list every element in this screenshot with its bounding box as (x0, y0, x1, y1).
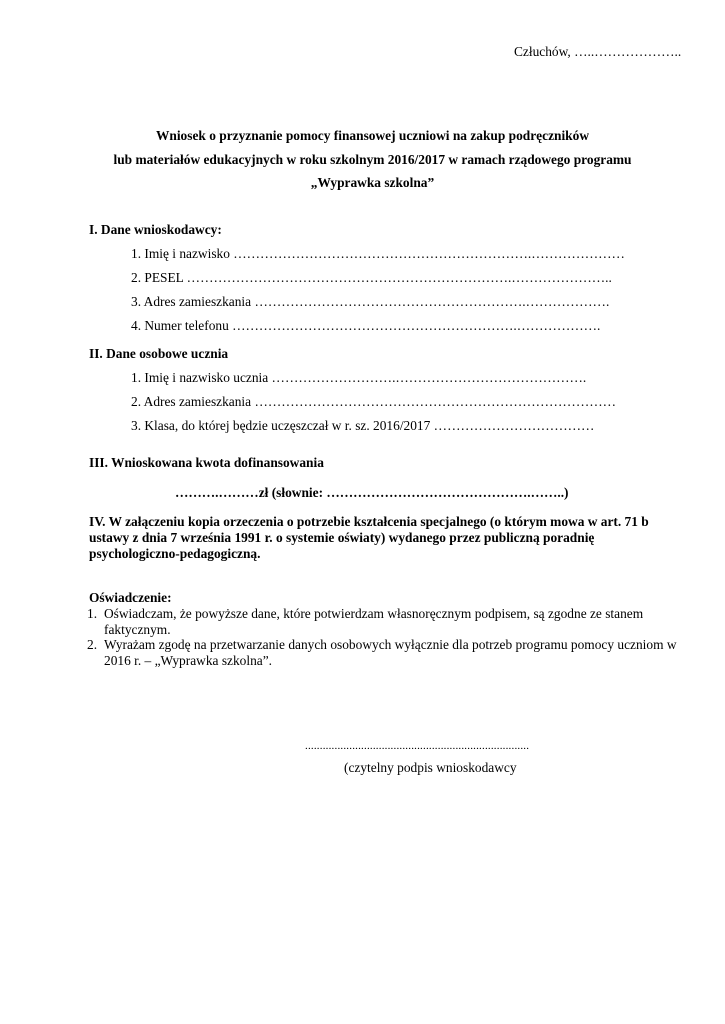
applicant-pesel-field[interactable]: 2. PESEL ……………………………………………………………….………………….. (131, 270, 612, 285)
signature-caption: (czytelny podpis wnioskodawcy (344, 760, 517, 775)
place-date-line: Człuchów, …..……………….. (514, 44, 682, 59)
declaration-item (87, 637, 687, 669)
declaration-item-number: 2. (87, 637, 98, 652)
student-class-field[interactable]: 3. Klasa, do której będzie uczęszczał w r. sz. 2016/2017 ……………………………… (131, 418, 595, 433)
section-attachment-text: IV. W załączeniu kopia orzeczenia o potrzebie kształcenia specjalnego (o którym mowa w art. 71 b ustawy z dnia 7 września 1991 r. o systemie oświaty) wydanego przez publiczną poradnię psychologiczno-pedagogiczną. (89, 514, 649, 561)
section-amount-heading: III. Wnioskowana kwota dofinansowania (89, 455, 324, 470)
declaration-item (87, 606, 687, 638)
amount-field[interactable]: ……….………zł (słownie: ……………………………………….……..) (175, 485, 569, 500)
declaration-item-number: 1. (87, 606, 98, 621)
document-title-line-3: „Wyprawka szkolna” (310, 175, 435, 190)
document-title-line-1: Wniosek o przyznanie pomocy finansowej uczniowi na zakup podręczników (156, 128, 589, 143)
student-address-field[interactable]: 2. Adres zamieszkania ……………………………………………………………………… (131, 394, 616, 409)
declaration-item-text: Oświadczam, że powyższe dane, które potwierdzam własnoręcznym podpisem, są zgodne ze stanem faktycznym. (104, 606, 644, 637)
applicant-name-field[interactable]: 1. Imię i nazwisko ………………………………………………………….………………… (131, 246, 625, 261)
applicant-phone-field[interactable]: 4. Numer telefonu ……………………………………………………….………………. (131, 318, 601, 333)
document-title-line-2: lub materiałów edukacyjnych w roku szkolnym 2016/2017 w ramach rządowego programu (113, 152, 632, 167)
applicant-address-field[interactable]: 3. Adres zamieszkania …………………………………………………….………………. (131, 294, 610, 309)
signature-line[interactable]: ............................................................................ (305, 740, 530, 752)
section-applicant-heading: I. Dane wnioskodawcy: (89, 222, 222, 237)
declaration-item-text: Wyrażam zgodę na przetwarzanie danych osobowych wyłącznie dla potrzeb programu pomocy uczniom w 2016 r. – „Wyprawka szkolna”. (104, 637, 677, 668)
declaration-heading: Oświadczenie: (89, 590, 172, 605)
section-student-heading: II. Dane osobowe ucznia (89, 346, 229, 361)
student-name-field[interactable]: 1. Imię i nazwisko ucznia ……………………….……………………………………. (131, 370, 587, 385)
